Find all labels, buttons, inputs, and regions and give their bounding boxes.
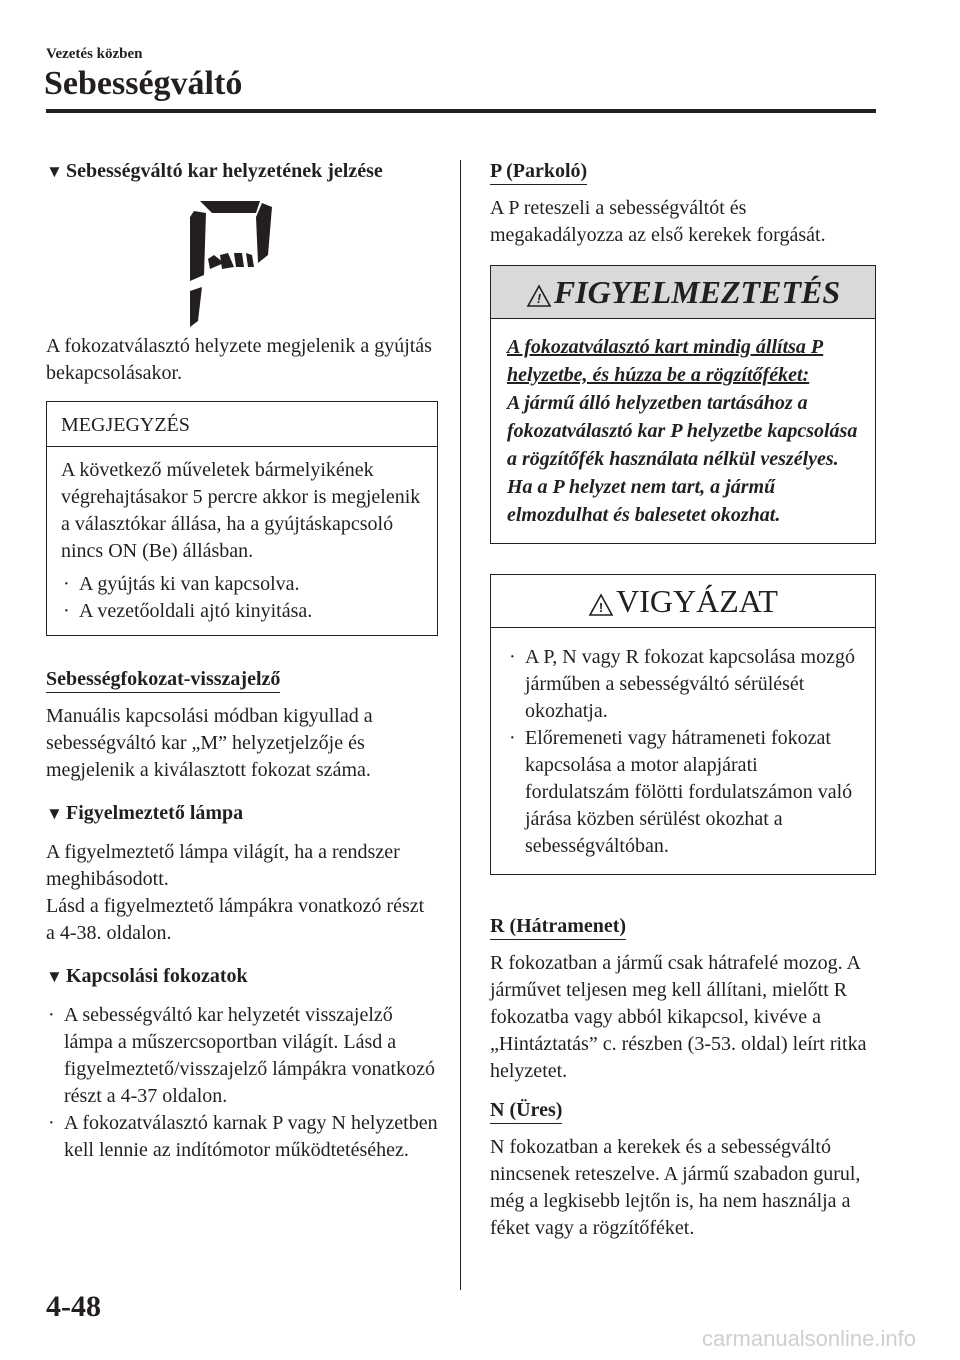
triangle-marker-icon: ▼	[46, 967, 63, 986]
svg-text:!: !	[598, 599, 604, 615]
right-column	[490, 158, 876, 1242]
list-item: · Előremeneti vagy hátrameneti fokozat kapcsolása a motor alapjárati fordulatszám fölötti fordulatszámon való járása közben sérülést okozhat a sebességváltóban.	[509, 727, 853, 857]
reverse-text: R fokozatban a jármű csak hátrafelé mozog. A járművet teljesen meg kell állítani, mielőtt R fokozatba vagy abból kikapcsol, kivéve a „Hintáztatás” c. részben (3-53. oldal) leírt ritka helyzetet.	[490, 952, 867, 1082]
section-heading-shift-positions: ▼ Kapcsolási fokozatok	[46, 963, 438, 990]
section-heading-indicator-position	[46, 158, 438, 185]
caution-header	[491, 575, 875, 628]
warning-text: A jármű álló helyzetben tartásához a fokozatválasztó kar P helyzetbe kapcsolása a rögzítőfék használata nélkül veszélyes. Ha a P helyzet nem tart, a jármű elmozdulhat és balesetet okozhat.	[507, 392, 858, 526]
indicator-display-text: A fokozatválasztó helyzete megjelenik a gyújtás bekapcsolásakor.	[46, 335, 432, 384]
watermark: carmanualsonline.info	[701, 1326, 916, 1351]
subheading-gear-indicator: Sebességfokozat-visszajelző	[46, 667, 280, 693]
subheading-park: P (Parkoló)	[490, 159, 587, 185]
list-item: · A fokozatválasztó karnak P vagy N helyzetben kell lennie az indítómotor működtetéséhez.	[48, 1112, 438, 1161]
left-column	[46, 158, 438, 1164]
list-item: · A sebességváltó kar helyzetét visszajelző lámpa a műszercsoportban világít. Lásd a figyelmeztető/visszajelző lámpákra vonatkozó részt a 4-37 oldalon.	[48, 1004, 435, 1107]
list-item: · A P, N vagy R fokozat kapcsolása mozgó járműben a sebességváltó sérülését okozhatja.	[509, 646, 855, 722]
page-title: Sebességváltó	[44, 65, 243, 102]
park-text: A P reteszeli a sebességváltót és megakadályozza az első kerekek forgását.	[490, 197, 826, 246]
breadcrumb: Vezetés közben	[46, 46, 143, 62]
gear-indicator-text: Manuális kapcsolási módban kigyullad a sebességváltó kar „M” helyzetjelzője és megjelenik a kiválasztott fokozat száma.	[46, 705, 373, 781]
section-heading-warning-lamp: ▼ Figyelmeztető lámpa	[46, 800, 438, 827]
note-box	[46, 401, 438, 636]
warning-triangle-icon	[588, 593, 614, 617]
note-text: A következő műveletek bármelyikének végrehajtásakor 5 percre akkor is megjelenik a választókar állása, ha a gyújtáskapcsoló nincs ON (Be) állásban.	[61, 459, 421, 562]
column-divider	[460, 160, 461, 1290]
list-item: · A vezetőoldali ajtó kinyitása.	[63, 600, 313, 622]
triangle-marker-icon: ▼	[46, 162, 63, 181]
warning-title: FIGYELMEZTETÉS	[553, 274, 841, 310]
neutral-text: N fokozatban a kerekek és a sebességváltó nincsenek reteszelve. A jármű szabadon gurul, még a legkisebb lejtőn is, ha nem használja a féket vagy a rögzítőféket.	[490, 1136, 861, 1239]
note-heading: MEGJEGYZÉS	[47, 402, 437, 447]
section-heading-text: Sebességváltó kar helyzetének jelzése	[66, 160, 383, 182]
p-gear-indicator-icon	[186, 195, 438, 333]
title-rule	[46, 109, 876, 113]
list-item: · A gyújtás ki van kapcsolva.	[63, 573, 300, 595]
triangle-marker-icon: ▼	[46, 804, 63, 823]
page-number: 4-48	[46, 1290, 101, 1323]
warning-box	[490, 265, 876, 544]
subheading-reverse: R (Hátramenet)	[490, 914, 626, 940]
warning-triangle-icon	[526, 284, 552, 308]
warning-header	[491, 266, 875, 319]
warning-lamp-reference: Lásd a figyelmeztető lámpákra vonatkozó részt a 4-38. oldalon.	[46, 895, 425, 944]
svg-text:!: !	[536, 290, 542, 306]
warning-lamp-text: A figyelmeztető lámpa világít, ha a rendszer meghibásodott.	[46, 841, 400, 890]
subheading-neutral: N (Üres)	[490, 1098, 562, 1124]
warning-instruction: A fokozatválasztó kart mindig állítsa P helyzetbe, és húzza be a rögzítőféket:	[507, 336, 824, 386]
caution-box	[490, 574, 876, 875]
caution-title: VIGYÁZAT	[616, 583, 778, 619]
